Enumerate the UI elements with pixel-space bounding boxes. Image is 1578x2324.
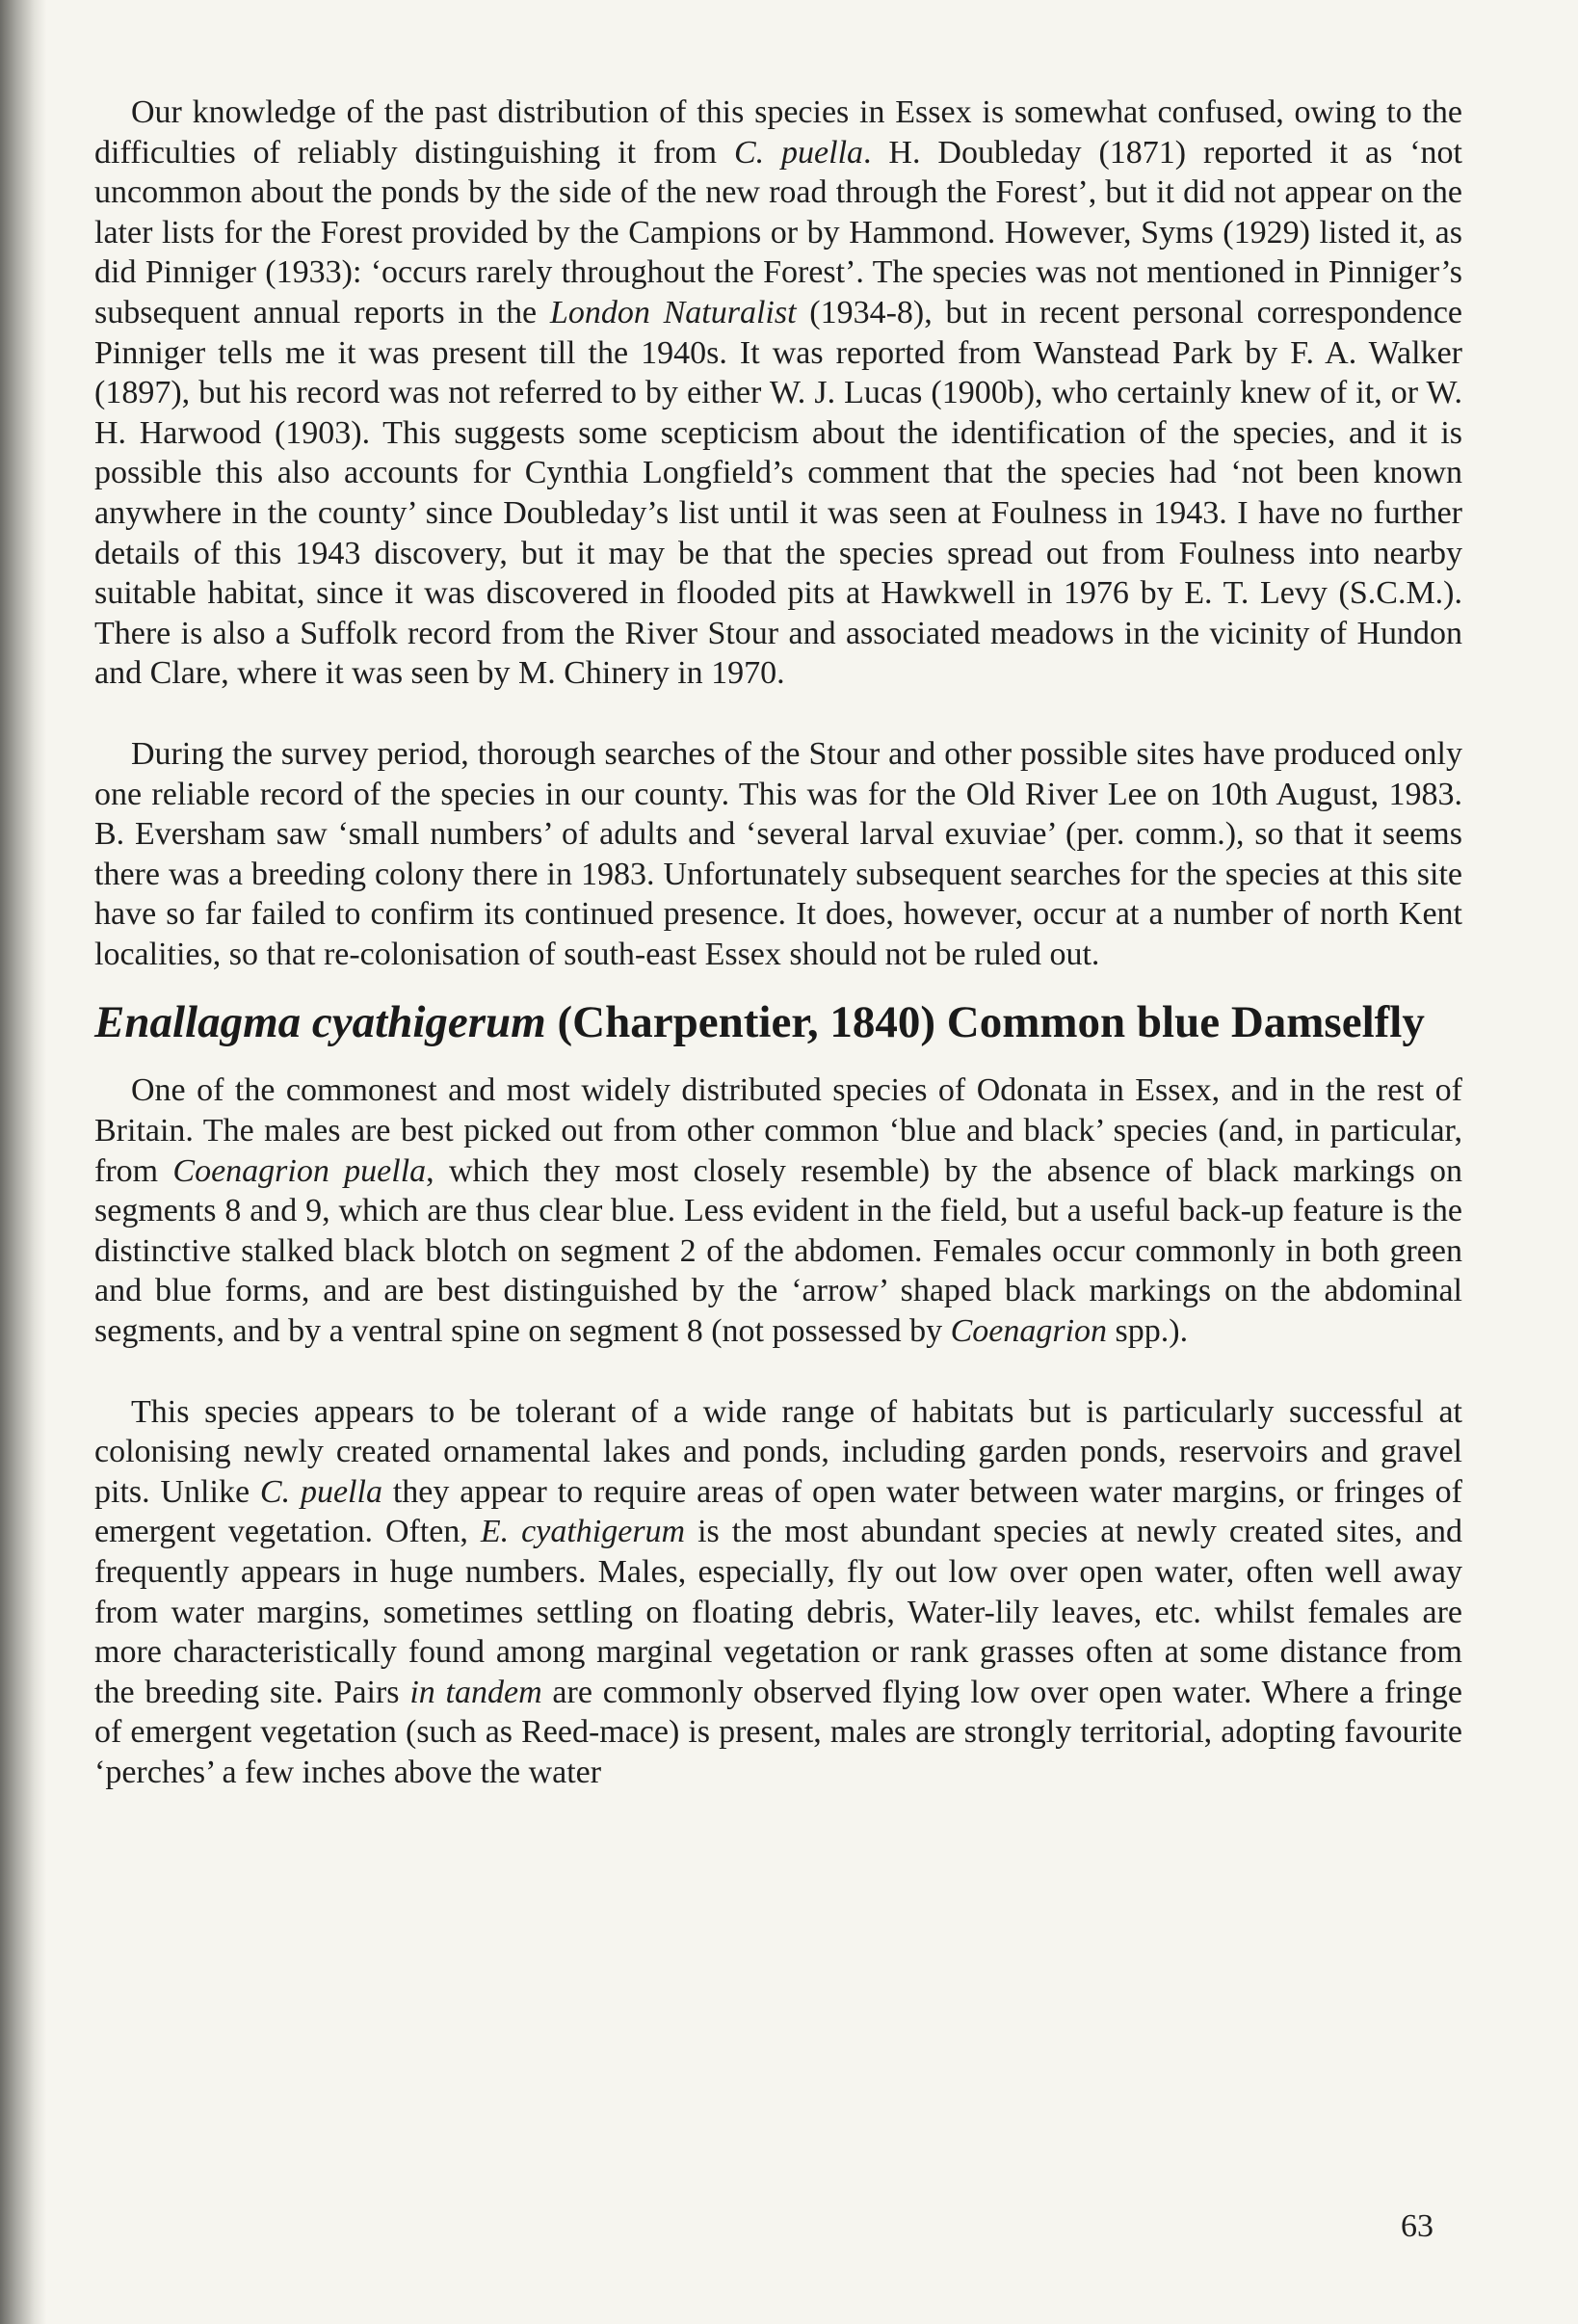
italic-phrase: in tandem bbox=[409, 1674, 542, 1710]
species-heading bbox=[94, 995, 1462, 1049]
paragraph-gap bbox=[94, 694, 1462, 734]
text-run: One of the commonest and most widely distributed species of Odonata in Essex, and in the rest of Britain. The males are best picked out from other common ‘blue and black’ species (and, in particular, from bbox=[94, 1072, 1462, 1189]
paragraph-gap bbox=[94, 1352, 1462, 1392]
italic-species-name: C. puella bbox=[259, 1473, 382, 1510]
text-run: This species appears to be tolerant of a wide range of habitats but is particularly successful at colonising newly created ornamental lakes and ponds, including garden ponds, reservoirs and gravel pits. Unlike bbox=[94, 1393, 1462, 1510]
text-run: Our knowledge of the past distribution of this species in Essex is somewhat confused, owing to the difficulties of reliably distinguishing it from bbox=[94, 94, 1462, 171]
text-run: During the survey period, thorough searches of the Stour and other possible sites have produced only one reliable record of the species in our county. This was for the Old River Lee on 10th August, 1983. B. Eversham saw ‘small numbers’ of adults and ‘several larval exuviae’ (per. comm.), so that it seems there was a breeding colony there in 1983. Unfortunately subsequent searches for the species at this site have so far failed to confirm its continued presence. It does, however, occur at a number of north Kent localities, so that re-colonisation of south-east Essex should not be ruled out. bbox=[94, 735, 1462, 972]
text-run: are commonly observed flying low over open water. Where a fringe of emergent vegetation (such as Reed-mace) is present, males are strongly territorial, adopting favourite ‘perches’ a few inches above the water bbox=[94, 1674, 1462, 1790]
italic-species-name: Coenagrion puella bbox=[172, 1152, 427, 1189]
page-number: 63 bbox=[1401, 2208, 1433, 2244]
paragraph-identification bbox=[94, 1070, 1462, 1351]
text-run: they appear to require areas of open water between water margins, or fringes of emergent vegetation. Often, bbox=[94, 1473, 1462, 1550]
italic-genus-name: Coenagrion bbox=[950, 1313, 1108, 1350]
text-run: is the most abundant species at newly created sites, and frequently appears in huge numbers. Males, especially, fly out low over open water, often well away from water margins, sometimes settling on floating debris, Water-lily leaves, etc. whilst females are more characteristically found among marginal vegetation or rank grasses often at some distance from the breeding site. Pairs bbox=[94, 1514, 1462, 1710]
body-text bbox=[94, 92, 1462, 1793]
text-run: spp.). bbox=[1107, 1313, 1189, 1350]
text-run: . H. Doubleday (1871) reported it as ‘not uncommon about the ponds by the side of the new road through the Forest’, but it did not appear on the later lists for the Forest provided by the Campions or by Hammond. However, Syms (1929) listed it, as did Pinniger (1933): ‘occurs rarely throughout the Forest’. The species was not mentioned in Pinniger’s subsequent annual reports in the bbox=[94, 134, 1462, 330]
species-authority-common-name: (Charpentier, 1840) Common blue Damselfly bbox=[545, 997, 1425, 1048]
paragraph-habitat bbox=[94, 1392, 1462, 1793]
paragraph-past-distribution bbox=[94, 92, 1462, 694]
binding-shadow bbox=[0, 0, 46, 2324]
text-run: (1934-8), but in recent personal correspondence Pinniger tells me it was present till the 1940s. It was reported from Wanstead Park by F. A. Walker (1897), but his record was not referred to by either W. J. Lucas (1900b), who certainly knew of it, or W. H. Harwood (1903). This suggests some scepticism about the identification of the species, and it is possible this also accounts for Cynthia Longfield’s comment that the species had ‘not been known anywhere in the county’ since Doubleday’s list until it was seen at Foulness in 1943. I have no further details of this 1943 discovery, but it may be that the species spread out from Foulness into nearby suitable habitat, since it was discovered in flooded pits at Hawkwell in 1976 by E. T. Levy (S.C.M.). There is also a Suffolk record from the River Stour and associated meadows in the vicinity of Hundon and Clare, where it was seen by M. Chinery in 1970. bbox=[94, 294, 1462, 692]
paragraph-survey-period bbox=[94, 734, 1462, 975]
species-scientific-name: Enallagma cyathigerum bbox=[94, 997, 546, 1048]
italic-species-name: E. cyathigerum bbox=[480, 1514, 686, 1550]
italic-publication-title: London Naturalist bbox=[549, 294, 797, 330]
italic-species-name: C. puella bbox=[733, 134, 864, 171]
text-run: , which they most closely resemble) by the absence of black markings on segments 8 and 9, which are thus clear blue. Less evident in the field, but a useful back-up feature is the distinctive stalked black blotch on segment 2 of the abdomen. Females occur commonly in both green and blue forms, and are best distinguished by the ‘arrow’ shaped black markings on the abdominal segments, and by a ventral spine on segment 8 (not possessed by bbox=[94, 1152, 1463, 1350]
